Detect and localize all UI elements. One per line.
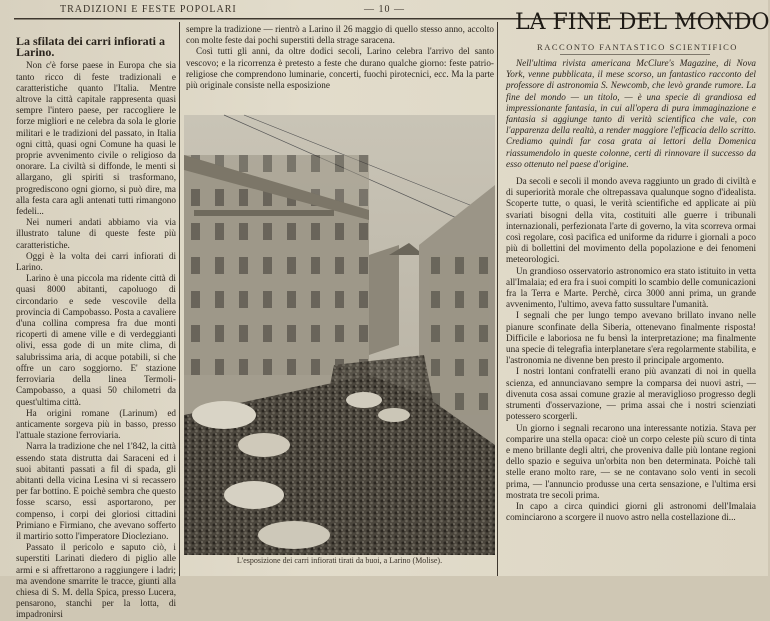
paragraph: Oggi è la volta dei carri infiorati di Larino. (16, 250, 176, 273)
paragraph: Larino è una piccola ma ridente città di quasi 8000 abitanti, capoluogo di circondario e sede vescovile della provincia di Campobasso. Posta a cavaliere d'una collina compresa fra due monti ricoperti di amene ville e di verdeggianti olivi, essa gode di un mite clima, di salubrissima aria, di acque potabili, si che offre un caro soggiorno. E' stazione ferroviaria della linea Termoli-Campobasso, a quasi 50 chilometri da quest'ultima città. (16, 273, 176, 407)
intro-paragraph: Nell'ultima rivista americana McClure's Magazine, di Nova York, venne pubblicata, il mese scorso, un fantastico racconto del professore di astronomia S. Newcomb, che levò grande rumore. La fine del mondo — un titolo, — è una specie di grandiosa ed impressionante fantasia, in cui all'opera di pura immaginazione e fantasia si aggiunge tanto di verità scientifica che vale, con l'apparenza della realtà, a render maggiore l'efficacia dello scritto. Crediamo quindi far cosa grata ai lettori della Domenica riassumendolo in queste colonne, certi di rinnovare il successo da esso ottenuto nel paese d'origine. (506, 58, 756, 169)
paragraph: I segnali che per lungo tempo avevano brillato invano nelle pianure sconfinate della Siberia, ottenevano finalmente risposta! Difficile e laboriosa ne fu bensì la interpretazione; ma finalmente una specie di telegrafia interplanetare s'era regolarmente stabilita, e l'astronomia ne divenne ben presto il principale argomento. (506, 310, 756, 366)
article-headline: La sfilata dei carri infiorati a Larino. (16, 34, 165, 60)
column-divider-2 (497, 22, 498, 576)
paragraph: Un giorno i segnali recarono una interessante notizia. Stava per comparire una stella opaca: cioè un corpo celeste più scuro di tinta e meno brillante degli altri, che proveniva dalle più lontane regioni dello spazio e seguiva un'orbita non ben determinata. Poichè tali stelle erano molto rare, — se ne contavano solo venti in secoli prima, — l'annuncio produsse una certa sensazione, e l'ultima ersi mostrata tre secoli prima. (506, 422, 756, 500)
middle-article-text (186, 24, 494, 114)
photo-illustration (184, 115, 495, 555)
right-article (506, 58, 756, 576)
paragraph: Passato il pericolo e saputo ciò, i superstiti Larinati diedero di piglio alle armi e si affrettarono a raggiungere i ladri; ma avendone smarrite le tracce, giunti alla chiesa di S. M. della Spica, presso Lucera, pensarono, stanchi per la lotta, di impadronirsi (16, 542, 176, 620)
paragraph: Un grandioso osservatorio astronomico era stato istituito in vetta all'Imalaia; ed era fra i suoi compiti lo scambio delle comunicazioni fra la Terra e Marte. Perchè, circa 3000 anni prima, un grande avvenimento, l'ultimo, aveva fatto sussultare l'umanità. (506, 265, 756, 310)
paragraph: Nei numeri andati abbiamo via via illustrato talune di queste feste più caratteristiche. (16, 217, 176, 250)
paragraph: Narra la tradizione che nel 1'842, la città essendo stata distrutta dai Saraceni ed i suoi abitanti passati a fil di spada, gli abitanti della vicina Lesina vi si recassero per far bottino. E poichè sembra che questo fosse scarso, essi asportarono, per compenso, i corpi dei gloriosi cittadini Primiano e Firmiano, che avevano sofferto il martirio sotto l'imperatore Diocleziano. (16, 441, 176, 541)
section-header: TRADIZIONI E FESTE POPOLARI (60, 4, 237, 15)
article-title: LA FINE DEL MONDO (515, 10, 770, 35)
paragraph: Così tutti gli anni, da oltre dodici secoli, Larino celebra l'arrivo del santo vescovo; e la ricorrenza è pretesto a feste che durano qualche giorno: feste patrio-religiose che comprendono luminarie, concerti, fuochi pirotecnici, ecc. Ma la parte più originale consiste nella esposizione (186, 46, 494, 91)
column-divider-1 (179, 22, 180, 576)
paragraph: sempre la tradizione — rientrò a Larino il 26 maggio di quello stesso anno, accolto con molte feste dai pochi superstiti della strage saracena. (186, 24, 494, 46)
paragraph: In capo a circa quindici giorni gli astronomi dell'Imalaia cominciarono a scorgere il nuovo astro nella costellazione di... (506, 500, 756, 523)
page-number: — 10 — (364, 4, 405, 15)
paragraph: I nostri lontani confratelli erano più avanzati di noi in quella scienza, ed annunciavano sempre la comparsa dei nuovi astri, — divenuta cosa assai comune grazie al meraviglioso progresso degli strumenti d'osservazione, — prima assai che i nostri scienziati potessero scorgerli. (506, 366, 756, 422)
paragraph: Ha origini romane (Larinum) ed anticamente sorgeva più in basso, presso l'attuale stazione ferroviaria. (16, 407, 176, 441)
paragraph: Non c'è forse paese in Europa che sia tanto ricco di feste tradizionali e caratteristiche quanto l'Italia. Mentre altrove la città capitale rappresenta quasi sempre l'intero paese, per raccogliere le forze migliori e ne celebra da sola le glorie militari e le tradizioni del passato, in Italia ogni città, quasi ogni Comune ha quasi le proprie avvenimento civile o religioso da onorare. La civiltà si diffonde, le menti si allargano, gli spiriti si trasformano, progrediscono ogni giorno, si può dire, ma alla festa cara agli antenati tutti rimangono fedeli... (16, 60, 176, 217)
left-article (16, 34, 176, 620)
article-subtitle: RACCONTO FANTASTICO SCIENTIFICO (537, 42, 738, 52)
subtitle-rule (560, 54, 710, 55)
street-procession-photo (184, 115, 495, 555)
paragraph: Da secoli e secoli il mondo aveva raggiunto un grado di civiltà e di superiorità morale che oltrepassava qualunque sogno d'idealista. Scoperte tutte, o quasi, le verità scientifiche ed applicate ai più svariati bisogni della vita, costituiti alle guerre i tribunali internazionali, perfezionata l'arte di governo, la vita scorreva ormai così regolare, così pacifica ed uniforme da ridurre i giornali a poco più di bollettini del movimento della popolazione e dei fenomeni meteorologici. (506, 176, 756, 265)
photo-caption: L'esposizione dei carri infiorati tirati da buoi, a Larino (Molise). (236, 556, 443, 565)
